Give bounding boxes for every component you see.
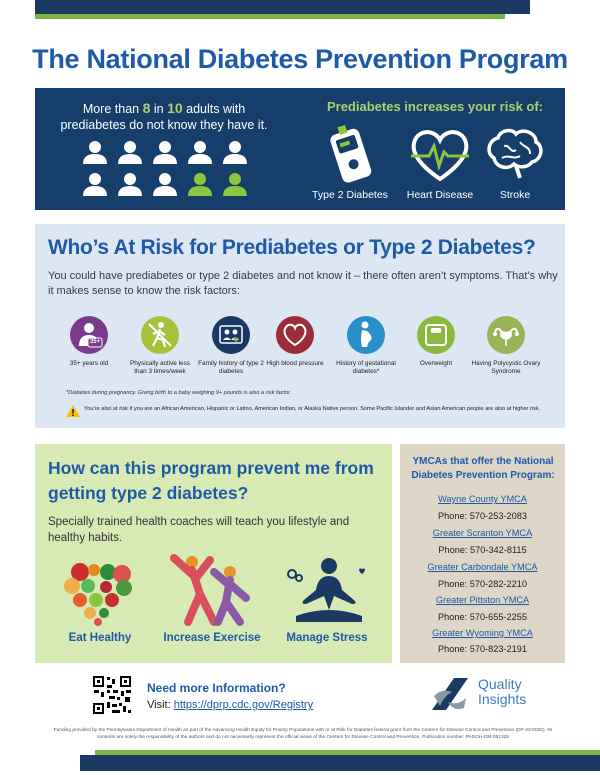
program-text: Specially trained health coaches will teach you lifestyle and healthy habits. (48, 516, 350, 544)
ymca-phone-pittston: Phone: 570-655-2255 (438, 612, 527, 622)
ymca-phone-carbondale: Phone: 570-282-2210 (438, 579, 527, 589)
rf-label-family: Family history of type 2 diabetes (198, 360, 264, 375)
ymca-title: YMCAs that offer the National Diabetes Prevention Program: (411, 456, 555, 481)
registry-link[interactable]: https://dprp.cdc.gov/Registry (173, 699, 314, 711)
person-icon (118, 173, 142, 196)
heart-icon (405, 124, 475, 184)
rf-label-gestational: History of gestational diabetes* (336, 360, 396, 375)
program-title: How can this program prevent me from getting type 2 diabetes? (48, 458, 374, 503)
stat-num-10: 10 (167, 100, 183, 116)
person-icon (118, 141, 142, 164)
stat-num-8: 8 (142, 100, 151, 116)
person-icon-highlight (223, 173, 247, 196)
blood-pressure-icon (276, 316, 314, 354)
ymca-link-pittston[interactable]: Greater Pittston YMCA (435, 595, 530, 605)
page-title: The National Diabetes Prevention Program (32, 44, 568, 74)
rf-label-bp: High blood pressure (266, 360, 324, 367)
risk-factors-intro: You could have prediabetes or type 2 diabetes and not know it – there often aren’t symptoms. That’s why it makes sense to know the risk factors: (48, 270, 558, 297)
ymca-link-wayne[interactable]: Wayne County YMCA (438, 494, 527, 504)
funding-statement: Funding provided by the Pennsylvania Department of Health as part of the Advancing Health Equity for Priority Populations with or at Risk for Diabetes federal grant from the Centers for Disease Control and Prevention (DP-23-0020). Its contents are solely the responsibility of the authors and do not necessarily represent the official views of the Centers for Disease Control and Prevention. Publication number: PADOH-DM-051325 (53, 728, 553, 740)
risk-factors-title: Who’s At Risk for Prediabetes or Type 2 Diabetes? (48, 236, 536, 259)
ymca-phone-scranton: Phone: 570-342-8115 (438, 545, 527, 555)
info-heading: Need more Information? (147, 681, 286, 695)
ymca-link-scranton[interactable]: Greater Scranton YMCA (432, 528, 533, 538)
top-green-bar (35, 14, 505, 19)
age-badge: 35+ (89, 339, 101, 345)
bottom-navy-bar (80, 755, 600, 771)
ymca-phone-wyoming: Phone: 570-823-2191 (438, 644, 527, 654)
person-icon (83, 141, 107, 164)
person-icon (223, 141, 247, 164)
logo-line-2: Insights (478, 691, 527, 707)
healthy-food-heart-icon (62, 560, 138, 626)
pcos-icon (487, 316, 525, 354)
person-icon (188, 141, 212, 164)
warning-icon (65, 404, 81, 418)
logo-line-1: Quality (478, 676, 522, 692)
ymca-phone-wayne: Phone: 570-253-2083 (438, 511, 527, 521)
warning-text: You’re also at risk if you are an African American, Hispanic or Latino, American Indian, or Alaska Native person. Some Pacific Islander and Asian American people are also at higher risk. (84, 406, 541, 412)
overweight-icon (417, 316, 455, 354)
rf-label-inactive: Physically active less than 3 times/week (129, 360, 191, 375)
info-visit (147, 699, 313, 711)
activity-label-eat: Eat Healthy (68, 632, 132, 644)
person-icon (153, 173, 177, 196)
qr-code[interactable] (92, 675, 132, 715)
ymca-link-wyoming[interactable]: Greater Wyoming YMCA (432, 628, 533, 638)
top-navy-bar (35, 0, 530, 14)
ymca-link-carbondale[interactable]: Greater Carbondale YMCA (427, 562, 538, 572)
activity-label-stress: Manage Stress (286, 632, 368, 644)
inactivity-icon (141, 316, 179, 354)
exercise-icon (170, 552, 250, 626)
stat-line-2: prediabetes do not know they have it. (60, 118, 268, 132)
stat-suffix: adults with (182, 102, 246, 116)
person-icon (153, 141, 177, 164)
brain-icon (480, 124, 550, 184)
rf-label-overweight: Overweight (419, 360, 453, 367)
risk-heading: Prediabetes increases your risk of: (326, 99, 544, 114)
risk-label-diabetes: Type 2 Diabetes (312, 189, 388, 201)
rf-label-age: 35+ years old (69, 360, 109, 367)
person-icon (83, 173, 107, 196)
family-history-icon (212, 316, 250, 354)
glucose-meter-icon (318, 124, 388, 184)
stat-prefix: More than (82, 102, 143, 116)
quality-insights-logo-text (478, 677, 526, 707)
visit-label: Visit: (147, 699, 174, 711)
quality-insights-logo-icon (430, 676, 470, 712)
activity-label-exercise: Increase Exercise (163, 632, 261, 644)
people-graphic (82, 140, 257, 198)
risk-label-stroke: Stroke (499, 189, 531, 201)
age-icon (70, 316, 108, 354)
risk-label-heart: Heart Disease (406, 189, 474, 201)
person-icon-highlight (188, 173, 212, 196)
stat-mid: in (150, 102, 168, 116)
meditation-icon (284, 556, 374, 626)
gestational-diabetes-icon (347, 316, 385, 354)
rf-label-pcos: Having Polycystic Ovary Syndrome (471, 360, 541, 375)
risk-footnote: *Diabetes during pregnancy. Giving birth to a baby weighing 9+ pounds is also a risk factor. (66, 390, 292, 396)
stat-line-1 (44, 100, 284, 116)
